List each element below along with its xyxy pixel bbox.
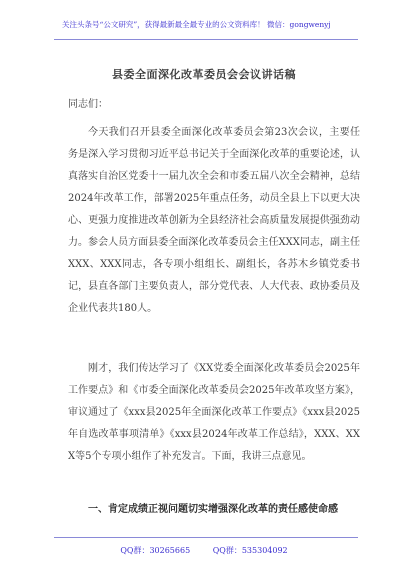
qq-group-2: QQ群：535304092 <box>212 546 288 555</box>
footer <box>0 545 408 556</box>
body-paragraph: 刚才，我们传达学习了《XX党委全面深化改革委员会2025年工作要点》和《市委全面深化改革委员会2025年改革攻坚方案》，审议通过了《xxx县2025年全面深化改革工作要点》《xxx县2025年自选改革事项清单》《xxx县2024年改革工作总结》，XXX、XXX等5个专项小组作了补充发言。下面，我讲三点意见。 <box>68 363 360 462</box>
section-heading: 一、肯定成绩正视问题切实增强深化改革的责任感使命感 <box>88 504 338 515</box>
footer-divider <box>54 537 358 538</box>
document-title: 县委全面深化改革委员会会议讲话稿 <box>112 68 296 81</box>
qq-group-1: QQ群：30265665 <box>120 546 191 555</box>
promo-banner: 关注头条号“公文研究”，获得最新最全最专业的公文资料库！ 微信：gongwenyj <box>62 20 331 29</box>
salutation: 同志们： <box>68 99 108 110</box>
header-divider <box>54 39 358 40</box>
body-paragraph: 今天我们召开县委全面深化改革委员会第23次会议，主要任务是深入学习贯彻习近平总书记关于全面深化改革的重要论述，认真落实自治区党委十一届九次全会和市委五届八次全会精神，总结2024年改革工作，部署2025年重点任务，动员全县上下以更大决心、更强力度推进改革创新为全县经济社会高质量发展提供强劲动力。参会人员方面县委全面深化改革委员会主任XXX同志，副主任XXX、XXX同志，各专项小组组长、副组长，各苏木乡镇党委书记，县直各部门主要负责人，部分党代表、人大代表、政协委员及企业代表共180人。 <box>68 127 360 314</box>
